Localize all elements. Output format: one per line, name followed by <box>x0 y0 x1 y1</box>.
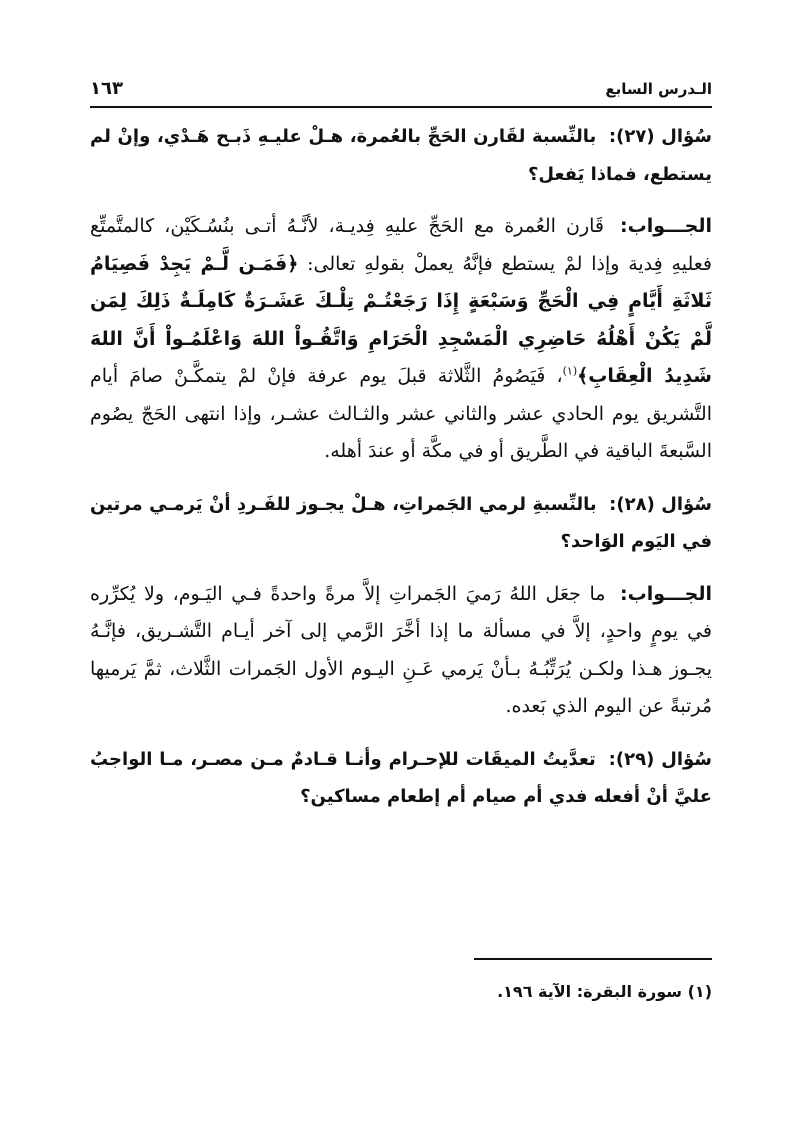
answer-text-continued: ، فَيَصُومُ الثَّلاثة قبلَ يوم عرفة فإنْ لمْ يتمكَّـنْ صامَ أيام التَّشريق يوم الحادي عشر والثاني عشر والثـالث عشـر، وإذا انتهى الحَجّ يصُوم السَّبعةَ الباقية في الطَّريق أو في مكَّة أو عندَ أهله. <box>90 365 712 462</box>
page-number: ١٦٣ <box>90 78 123 99</box>
answer-label: الجـــواب: <box>620 582 712 605</box>
footnote-reference: (١) <box>562 364 578 378</box>
answer-label: الجـــواب: <box>620 215 712 237</box>
question-28 <box>90 486 712 561</box>
question-27 <box>90 118 712 193</box>
page-body <box>90 118 712 831</box>
book-page <box>90 78 712 1078</box>
answer-text: ما جعَل اللهُ رَميَ الجَمراتِ إلاَّ مرةً واحدةً فـي اليَـوم، ولا يُكرِّره في يومٍ واحدٍ، إلاَّ في مسألة ما إذا أخَّرَ الرَّمي إلى آخر أيـام التَّشـريق، فإنَّـهُ يجـوز هـذا ولكـن يُرَتِّبُـهُ بـأنْ يَرمي عَـنِ اليـوم الأول الجَمرات الثَّلاث، ثمَّ يَرميها مُرتبةً عن اليوم الذي بَعده. <box>90 582 712 717</box>
question-text: بالنِّسبةِ لرمي الجَمراتِ، هـلْ يجـوز للفَـردِ أنْ يَرمـي مرتين في اليَوم الوَاحد؟ <box>90 493 712 552</box>
answer-28 <box>90 576 712 726</box>
footnote: (١) سورة البقرة: الآية ١٩٦. <box>497 982 712 1001</box>
question-label: سُؤال (٢٧): <box>608 126 712 147</box>
answer-27 <box>90 208 712 471</box>
chapter-title: الـدرس السابع <box>605 80 712 98</box>
question-text: تعدَّيتُ الميقَات للإحـرام وأنـا قـادمٌ مـن مصـر، مـا الواجبُ عليَّ أنْ أفعله فدي أم صيام أم إطعام مساكين؟ <box>90 748 712 807</box>
question-text: بالنِّسبة لقَارن الحَجِّ بالعُمرة، هـلْ عليـهِ ذَبـح هَـدْي، وإنْ لم يستطع، فماذا يَفعل؟ <box>90 126 712 185</box>
answer-text: قَارن العُمرة مع الحَجِّ عليهِ فِديـة، لأنَّـهُ أتـى بنُسُـكَيْن، كالمتَّمتِّع فعليهِ فِدية وإذا لمْ يستطع فإنَّهُ يعملْ بقولهِ تعالى: <box>90 215 712 275</box>
footnote-divider <box>474 958 712 960</box>
running-header <box>90 78 712 108</box>
question-label: سُؤال (٢٩): <box>608 748 712 770</box>
quran-verse: ﴿فَمَـن لَّـمْ يَجِدْ فَصِيَامُ ثَلاثَةِ أَيَّامٍ فِي الْحَجِّ وَسَبْعَةٍ إِذَا رَجَعْتُـمْ تِلْـكَ عَشَـرَةٌ كَامِلَـةٌ ذَلِكَ لِمَن لَّمْ يَكُنْ أَهْلُهُ حَاضِرِي الْمَسْجِدِ الْحَرَامِ وَاتَّقُـواْ اللهَ وَاعْلَمُـواْ أَنَّ اللهَ شَدِيدُ الْعِقَابِ﴾ <box>90 252 712 387</box>
question-29 <box>90 741 712 816</box>
question-label: سُؤال (٢٨): <box>609 493 712 515</box>
